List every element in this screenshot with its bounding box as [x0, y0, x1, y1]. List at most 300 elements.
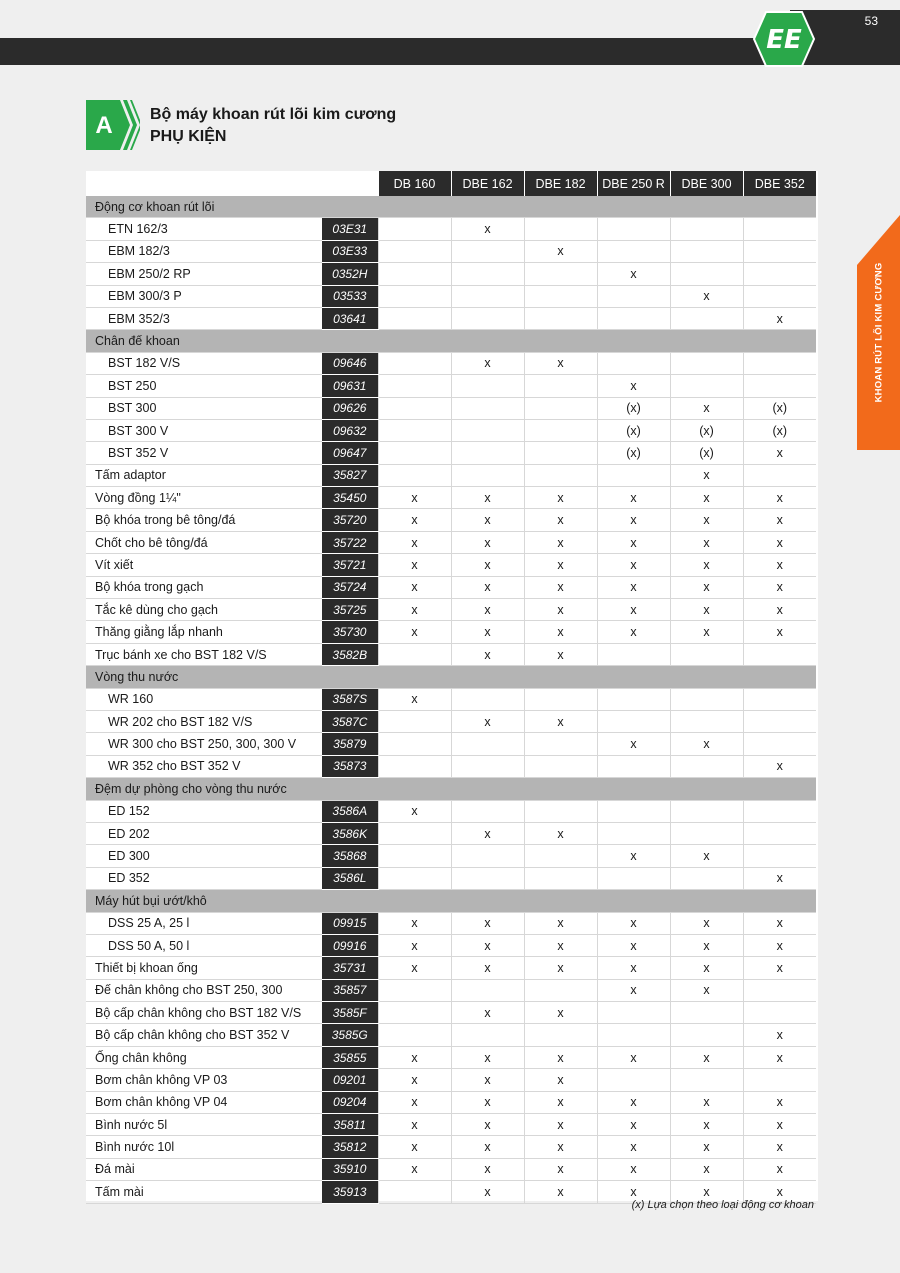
compat-cell: x: [378, 509, 451, 531]
compat-cell: [451, 307, 524, 329]
page-subtitle: PHỤ KIỆN: [150, 128, 227, 145]
compat-cell: x: [597, 509, 670, 531]
item-code: 35879: [322, 733, 378, 755]
section-title: Máy hút bụi ướt/khô: [86, 890, 816, 912]
table-row: [86, 576, 816, 598]
compat-cell: [524, 755, 597, 777]
compat-cell: x: [670, 554, 743, 576]
compat-cell: x: [597, 912, 670, 934]
section-badge-letter: A: [95, 112, 113, 139]
accessory-table: [86, 171, 816, 1204]
compat-cell: [597, 464, 670, 486]
compat-cell: [451, 688, 524, 710]
compat-cell: [597, 867, 670, 889]
item-code: 3585F: [322, 1002, 378, 1024]
compat-cell: x: [524, 621, 597, 643]
item-code: 3586L: [322, 867, 378, 889]
table-row: [86, 352, 816, 374]
compat-cell: [378, 464, 451, 486]
compat-cell: x: [597, 934, 670, 956]
compat-cell: x: [524, 912, 597, 934]
table-row: [86, 621, 816, 643]
item-name: Vít xiết: [86, 554, 322, 576]
column-header: DBE 182: [524, 171, 597, 196]
compat-cell: x: [743, 1181, 816, 1203]
compat-cell: [451, 419, 524, 441]
compat-cell: x: [597, 487, 670, 509]
section-row: [86, 196, 816, 218]
compat-cell: x: [670, 979, 743, 1001]
compat-cell: (x): [597, 397, 670, 419]
table-row: [86, 1024, 816, 1046]
compat-cell: x: [451, 643, 524, 665]
compat-cell: [524, 307, 597, 329]
item-name: WR 202 cho BST 182 V/S: [86, 710, 322, 732]
table-row: [86, 554, 816, 576]
compat-cell: x: [378, 957, 451, 979]
compat-cell: [378, 733, 451, 755]
compat-cell: [743, 464, 816, 486]
table-row: [86, 1158, 816, 1180]
table-row: [86, 688, 816, 710]
compat-cell: [378, 1024, 451, 1046]
section-row: [86, 330, 816, 352]
compat-cell: x: [743, 576, 816, 598]
compat-cell: [597, 755, 670, 777]
compat-cell: x: [597, 845, 670, 867]
compat-cell: x: [743, 509, 816, 531]
compat-cell: x: [597, 957, 670, 979]
item-name: BST 182 V/S: [86, 352, 322, 374]
compat-cell: x: [743, 912, 816, 934]
compat-cell: [451, 442, 524, 464]
item-name: Tấm mài: [86, 1181, 322, 1203]
compat-cell: x: [597, 263, 670, 285]
item-code: 35722: [322, 531, 378, 553]
compat-cell: x: [670, 576, 743, 598]
item-name: Đá mài: [86, 1158, 322, 1180]
item-name: EBM 352/3: [86, 307, 322, 329]
compat-cell: [378, 352, 451, 374]
compat-cell: x: [670, 397, 743, 419]
compat-cell: [378, 419, 451, 441]
compat-cell: [670, 822, 743, 844]
compat-cell: [670, 1069, 743, 1091]
compat-cell: [597, 1024, 670, 1046]
compat-cell: x: [524, 1002, 597, 1024]
table-row: [86, 263, 816, 285]
compat-cell: x: [378, 688, 451, 710]
compat-cell: x: [451, 1002, 524, 1024]
compat-cell: [670, 688, 743, 710]
table-row: [86, 934, 816, 956]
compat-cell: x: [378, 599, 451, 621]
item-name: Ống chân không: [86, 1046, 322, 1068]
compat-cell: x: [743, 1114, 816, 1136]
compat-cell: [597, 822, 670, 844]
compat-cell: [378, 867, 451, 889]
item-name: ED 152: [86, 800, 322, 822]
item-code: 0352H: [322, 263, 378, 285]
compat-cell: [524, 1024, 597, 1046]
compat-cell: x: [524, 240, 597, 262]
item-code: 09204: [322, 1091, 378, 1113]
item-name: WR 160: [86, 688, 322, 710]
item-code: 09647: [322, 442, 378, 464]
compat-cell: [524, 867, 597, 889]
item-code: 3587S: [322, 688, 378, 710]
compat-cell: [597, 285, 670, 307]
compat-cell: [378, 263, 451, 285]
section-title: Động cơ khoan rút lõi: [86, 196, 816, 218]
compat-cell: x: [670, 912, 743, 934]
compat-cell: x: [451, 487, 524, 509]
compat-cell: x: [524, 554, 597, 576]
compat-cell: x: [378, 934, 451, 956]
compat-cell: x: [670, 1114, 743, 1136]
header-blank: [86, 171, 322, 196]
item-name: Tấm adaptor: [86, 464, 322, 486]
compat-cell: (x): [743, 419, 816, 441]
brand-logo-icon: [752, 10, 816, 68]
section-row: [86, 890, 816, 912]
item-code: 35855: [322, 1046, 378, 1068]
compat-cell: [378, 307, 451, 329]
table-row: [86, 710, 816, 732]
compat-cell: x: [378, 576, 451, 598]
item-code: 35450: [322, 487, 378, 509]
compat-cell: x: [670, 957, 743, 979]
compat-cell: x: [597, 599, 670, 621]
compat-cell: [378, 285, 451, 307]
compat-cell: x: [597, 375, 670, 397]
compat-cell: [743, 710, 816, 732]
compat-cell: x: [451, 1069, 524, 1091]
compat-cell: [378, 979, 451, 1001]
item-name: Bộ cấp chân không cho BST 352 V: [86, 1024, 322, 1046]
table-row: [86, 218, 816, 240]
compat-cell: x: [743, 1024, 816, 1046]
compat-cell: x: [378, 800, 451, 822]
compat-cell: x: [670, 845, 743, 867]
compat-cell: x: [451, 934, 524, 956]
table-row: [86, 599, 816, 621]
compat-cell: x: [451, 509, 524, 531]
compat-cell: [597, 800, 670, 822]
compat-cell: x: [378, 1136, 451, 1158]
section-title: Đệm dự phòng cho vòng thu nước: [86, 778, 816, 800]
item-code: 09646: [322, 352, 378, 374]
compat-cell: x: [743, 621, 816, 643]
table-row: [86, 1046, 816, 1068]
compat-cell: x: [524, 599, 597, 621]
compat-cell: [378, 397, 451, 419]
compat-cell: [670, 218, 743, 240]
compat-cell: (x): [670, 419, 743, 441]
table-row: [86, 1091, 816, 1113]
compat-cell: x: [597, 1091, 670, 1113]
item-code: 35731: [322, 957, 378, 979]
item-name: Bình nước 5l: [86, 1114, 322, 1136]
compat-cell: x: [670, 509, 743, 531]
compat-cell: x: [597, 733, 670, 755]
compat-cell: x: [670, 1046, 743, 1068]
compat-cell: x: [524, 487, 597, 509]
compat-cell: [597, 710, 670, 732]
compat-cell: [524, 218, 597, 240]
compat-cell: [743, 285, 816, 307]
compat-cell: x: [378, 1046, 451, 1068]
compat-cell: x: [524, 710, 597, 732]
header-blank: [322, 171, 378, 196]
item-code: 3587C: [322, 710, 378, 732]
compat-cell: [524, 979, 597, 1001]
table-row: [86, 285, 816, 307]
compat-cell: x: [670, 1181, 743, 1203]
compat-cell: x: [670, 487, 743, 509]
compat-cell: x: [743, 1136, 816, 1158]
compat-cell: [378, 442, 451, 464]
compat-cell: x: [451, 1114, 524, 1136]
compat-cell: x: [451, 218, 524, 240]
compat-cell: x: [524, 1136, 597, 1158]
compat-cell: [524, 442, 597, 464]
item-name: Vòng đồng 1¼": [86, 487, 322, 509]
item-code: 03E31: [322, 218, 378, 240]
compat-cell: [670, 800, 743, 822]
item-name: Tắc kê dùng cho gạch: [86, 599, 322, 621]
item-name: Chốt cho bê tông/đá: [86, 531, 322, 553]
item-name: Bơm chân không VP 03: [86, 1069, 322, 1091]
compat-cell: [670, 867, 743, 889]
compat-cell: x: [524, 1069, 597, 1091]
compat-cell: [451, 240, 524, 262]
compat-cell: x: [597, 621, 670, 643]
item-name: BST 300 V: [86, 419, 322, 441]
compat-cell: x: [524, 643, 597, 665]
compat-cell: x: [524, 957, 597, 979]
item-name: DSS 50 A, 50 l: [86, 934, 322, 956]
item-name: EBM 300/3 P: [86, 285, 322, 307]
item-name: DSS 25 A, 25 l: [86, 912, 322, 934]
compat-cell: x: [597, 1046, 670, 1068]
item-name: Thăng giằng lắp nhanh: [86, 621, 322, 643]
footnote: (x) Lựa chọn theo loại động cơ khoan: [631, 1199, 814, 1211]
compat-cell: x: [743, 531, 816, 553]
compat-cell: [524, 688, 597, 710]
compat-cell: x: [451, 1158, 524, 1180]
compat-cell: x: [378, 1069, 451, 1091]
compat-cell: [451, 375, 524, 397]
table-row: [86, 464, 816, 486]
side-tab-label: KHOAN RÚT LÕI KIM CƯƠNG: [873, 262, 885, 403]
compat-cell: x: [670, 464, 743, 486]
item-code: 09916: [322, 934, 378, 956]
compat-cell: [451, 464, 524, 486]
section-badge-icon: [86, 100, 140, 150]
item-code: 3586A: [322, 800, 378, 822]
compat-cell: [378, 240, 451, 262]
table-row: [86, 509, 816, 531]
item-code: 3582B: [322, 643, 378, 665]
compat-cell: [670, 352, 743, 374]
column-header: DBE 162: [451, 171, 524, 196]
svg-text:EE: EE: [766, 25, 802, 55]
item-code: 09632: [322, 419, 378, 441]
compat-cell: [378, 1181, 451, 1203]
compat-cell: [451, 979, 524, 1001]
compat-cell: [670, 643, 743, 665]
table-row: [86, 307, 816, 329]
compat-cell: [378, 1002, 451, 1024]
compat-cell: [670, 240, 743, 262]
item-name: Trục bánh xe cho BST 182 V/S: [86, 643, 322, 665]
table-row: [86, 397, 816, 419]
item-name: Bộ khóa trong bê tông/đá: [86, 509, 322, 531]
item-code: 35873: [322, 755, 378, 777]
item-code: 35868: [322, 845, 378, 867]
column-header: DBE 250 R: [597, 171, 670, 196]
compat-cell: [743, 822, 816, 844]
table-row: [86, 867, 816, 889]
compat-cell: (x): [743, 397, 816, 419]
section-row: [86, 778, 816, 800]
compat-cell: x: [378, 1091, 451, 1113]
compat-cell: x: [451, 1181, 524, 1203]
item-code: 35724: [322, 576, 378, 598]
item-code: 3586K: [322, 822, 378, 844]
compat-cell: [670, 710, 743, 732]
compat-cell: [378, 375, 451, 397]
item-code: 09915: [322, 912, 378, 934]
table-row: [86, 1136, 816, 1158]
compat-cell: x: [524, 822, 597, 844]
table-row: [86, 531, 816, 553]
compat-cell: x: [378, 487, 451, 509]
compat-cell: [378, 755, 451, 777]
item-code: 35725: [322, 599, 378, 621]
table-row: [86, 800, 816, 822]
compat-cell: x: [743, 442, 816, 464]
compat-cell: x: [670, 1158, 743, 1180]
compat-cell: x: [524, 531, 597, 553]
compat-cell: x: [451, 912, 524, 934]
page-number: 53: [864, 14, 878, 28]
compat-cell: x: [451, 822, 524, 844]
compat-cell: [524, 733, 597, 755]
compat-cell: [597, 307, 670, 329]
compat-cell: x: [524, 576, 597, 598]
item-name: ED 352: [86, 867, 322, 889]
table-header-row: [86, 171, 816, 196]
item-code: 09626: [322, 397, 378, 419]
item-name: Bình nước 10l: [86, 1136, 322, 1158]
compat-cell: [743, 375, 816, 397]
compat-cell: x: [378, 621, 451, 643]
item-code: 35721: [322, 554, 378, 576]
compat-cell: x: [451, 352, 524, 374]
compat-cell: x: [524, 1114, 597, 1136]
compat-cell: [524, 464, 597, 486]
compat-cell: [597, 1002, 670, 1024]
compat-cell: [597, 1069, 670, 1091]
compat-cell: x: [378, 1158, 451, 1180]
compat-cell: [597, 352, 670, 374]
compat-cell: (x): [597, 442, 670, 464]
compat-cell: [743, 240, 816, 262]
table-row: [86, 755, 816, 777]
compat-cell: x: [743, 1091, 816, 1113]
compat-cell: [378, 822, 451, 844]
compat-cell: x: [743, 755, 816, 777]
item-code: 35730: [322, 621, 378, 643]
compat-cell: [451, 867, 524, 889]
item-name: Thiết bị khoan ống: [86, 957, 322, 979]
table-row: [86, 643, 816, 665]
table-row: [86, 1002, 816, 1024]
compat-cell: x: [670, 1136, 743, 1158]
compat-cell: x: [451, 531, 524, 553]
compat-cell: x: [743, 487, 816, 509]
compat-cell: [524, 375, 597, 397]
item-name: ETN 162/3: [86, 218, 322, 240]
column-header: DB 160: [378, 171, 451, 196]
compat-cell: x: [743, 934, 816, 956]
compat-cell: [451, 800, 524, 822]
compat-cell: x: [743, 1046, 816, 1068]
table-row: [86, 1114, 816, 1136]
compat-cell: x: [597, 531, 670, 553]
compat-cell: x: [524, 1158, 597, 1180]
compat-cell: x: [597, 1181, 670, 1203]
item-code: 3585G: [322, 1024, 378, 1046]
item-name: Đế chân không cho BST 250, 300: [86, 979, 322, 1001]
compat-cell: [743, 218, 816, 240]
compat-cell: [451, 263, 524, 285]
compat-cell: x: [451, 554, 524, 576]
compat-cell: [743, 643, 816, 665]
compat-cell: [524, 419, 597, 441]
compat-cell: x: [524, 509, 597, 531]
compat-cell: [743, 1002, 816, 1024]
compat-cell: [670, 263, 743, 285]
table-row: [86, 733, 816, 755]
section-title: Vòng thu nước: [86, 666, 816, 688]
compat-cell: [451, 755, 524, 777]
item-name: BST 250: [86, 375, 322, 397]
compat-cell: x: [670, 599, 743, 621]
compat-cell: [743, 263, 816, 285]
compat-cell: x: [451, 576, 524, 598]
compat-cell: x: [670, 934, 743, 956]
compat-cell: x: [670, 1091, 743, 1113]
item-code: 03641: [322, 307, 378, 329]
item-name: ED 202: [86, 822, 322, 844]
compat-cell: x: [743, 957, 816, 979]
item-code: 09631: [322, 375, 378, 397]
compat-cell: [670, 1024, 743, 1046]
item-name: WR 352 cho BST 352 V: [86, 755, 322, 777]
item-code: 35913: [322, 1181, 378, 1203]
compat-cell: x: [743, 599, 816, 621]
compat-cell: [378, 845, 451, 867]
item-code: 35811: [322, 1114, 378, 1136]
compat-cell: [451, 397, 524, 419]
compat-cell: [451, 1024, 524, 1046]
compat-cell: x: [670, 621, 743, 643]
item-code: 03533: [322, 285, 378, 307]
compat-cell: x: [524, 352, 597, 374]
